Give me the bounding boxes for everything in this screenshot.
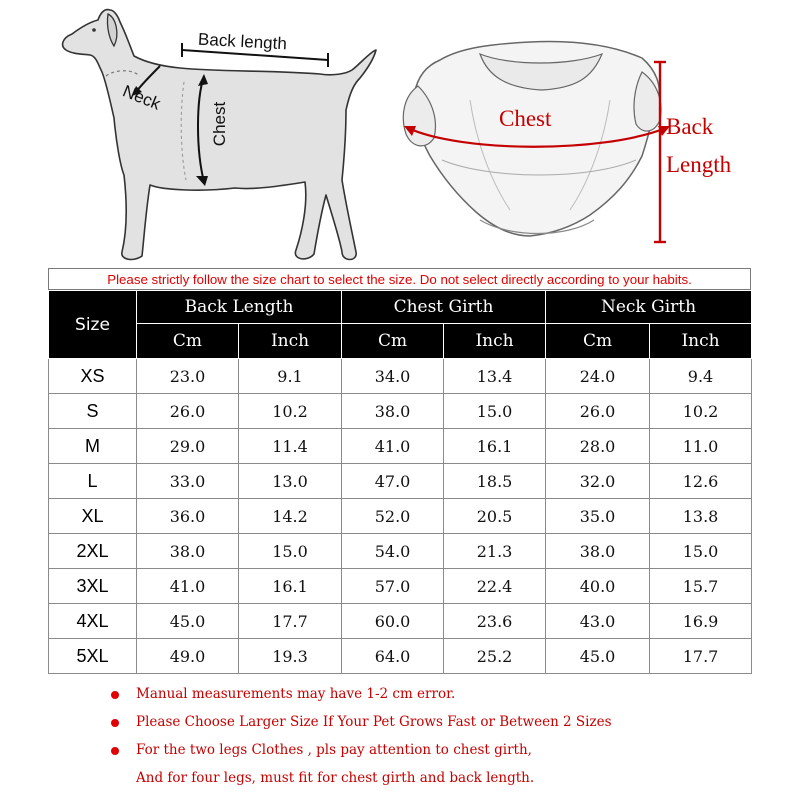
measurement-cell: 60.0 xyxy=(342,604,444,639)
measurement-cell: 18.5 xyxy=(444,464,546,499)
jacket-chest-label: Chest xyxy=(499,106,552,131)
chest-girth-header: Chest Girth xyxy=(342,291,546,324)
note-text: Please Choose Larger Size If Your Pet Grows Fast or Between 2 Sizes xyxy=(136,714,612,730)
measurement-cell: 25.2 xyxy=(444,639,546,674)
size-cell: XL xyxy=(49,499,137,534)
measurement-cell: 40.0 xyxy=(546,569,650,604)
dog-measurement-diagram xyxy=(50,0,380,268)
table-row xyxy=(49,464,752,499)
measurement-cell: 33.0 xyxy=(137,464,239,499)
measurement-cell: 22.4 xyxy=(444,569,546,604)
measurement-cell: 28.0 xyxy=(546,429,650,464)
size-cell: M xyxy=(49,429,137,464)
table-row xyxy=(49,534,752,569)
measurement-cell: 45.0 xyxy=(546,639,650,674)
measurement-cell: 38.0 xyxy=(546,534,650,569)
back-length-header: Back Length xyxy=(137,291,342,324)
size-chart-notice: Please strictly follow the size chart to select the size. Do not select directly according to your habits. xyxy=(48,268,751,290)
bullet-icon xyxy=(111,719,119,727)
measurement-cell: 14.2 xyxy=(239,499,342,534)
note-text: And for four legs, must fit for chest girth and back length. xyxy=(136,770,535,786)
measurement-cell: 10.2 xyxy=(650,394,752,429)
measurement-cell: 9.1 xyxy=(239,359,342,394)
size-cell: 4XL xyxy=(49,604,137,639)
measurement-cell: 17.7 xyxy=(650,639,752,674)
measurement-cell: 11.0 xyxy=(650,429,752,464)
measurement-cell: 52.0 xyxy=(342,499,444,534)
size-chart-table xyxy=(48,290,752,674)
note-item xyxy=(108,708,768,736)
note-item xyxy=(108,680,768,708)
neck-girth-header: Neck Girth xyxy=(546,291,752,324)
measurement-cell: 38.0 xyxy=(137,534,239,569)
measurement-cell: 16.1 xyxy=(239,569,342,604)
measurement-cell: 26.0 xyxy=(137,394,239,429)
measurement-cell: 11.4 xyxy=(239,429,342,464)
size-cell: S xyxy=(49,394,137,429)
measurement-cell: 12.6 xyxy=(650,464,752,499)
measurement-cell: 41.0 xyxy=(342,429,444,464)
measurement-cell: 23.0 xyxy=(137,359,239,394)
measurement-cell: 13.8 xyxy=(650,499,752,534)
size-column-header: Size xyxy=(49,291,137,359)
measurement-cell: 36.0 xyxy=(137,499,239,534)
measurement-cell: 13.0 xyxy=(239,464,342,499)
dog-eye xyxy=(92,28,96,32)
measurement-cell: 35.0 xyxy=(546,499,650,534)
measurement-cell: 49.0 xyxy=(137,639,239,674)
unit-header-cm: Cm xyxy=(342,324,444,359)
table-row xyxy=(49,604,752,639)
measurement-cell: 57.0 xyxy=(342,569,444,604)
bullet-icon xyxy=(111,691,119,699)
measurement-cell: 20.5 xyxy=(444,499,546,534)
size-cell: 5XL xyxy=(49,639,137,674)
size-cell: XS xyxy=(49,359,137,394)
measurement-cell: 38.0 xyxy=(342,394,444,429)
measurement-cell: 23.6 xyxy=(444,604,546,639)
measurement-cell: 21.3 xyxy=(444,534,546,569)
measurement-cell: 34.0 xyxy=(342,359,444,394)
measurement-cell: 17.7 xyxy=(239,604,342,639)
measurement-cell: 47.0 xyxy=(342,464,444,499)
note-item xyxy=(108,736,768,764)
chest-label: Chest xyxy=(210,101,230,147)
neck-label: Neck xyxy=(120,81,164,114)
measurement-cell: 15.0 xyxy=(650,534,752,569)
table-row xyxy=(49,394,752,429)
measurement-cell: 10.2 xyxy=(239,394,342,429)
size-table-body xyxy=(49,359,752,674)
measurement-cell: 54.0 xyxy=(342,534,444,569)
unit-header-inch: Inch xyxy=(444,324,546,359)
jacket-measurement-diagram xyxy=(380,30,800,270)
measurement-cell: 43.0 xyxy=(546,604,650,639)
measurement-cell: 15.0 xyxy=(239,534,342,569)
table-row xyxy=(49,569,752,604)
table-row xyxy=(49,499,752,534)
note-text: For the two legs Clothes , pls pay attention to chest girth, xyxy=(136,742,532,758)
measurement-cell: 41.0 xyxy=(137,569,239,604)
measurement-cell: 16.9 xyxy=(650,604,752,639)
measurement-cell: 29.0 xyxy=(137,429,239,464)
measurement-cell: 19.3 xyxy=(239,639,342,674)
back-length-label: Back length xyxy=(197,29,288,54)
jacket-length-label: Length xyxy=(666,152,732,177)
measurement-cell: 15.0 xyxy=(444,394,546,429)
measurement-cell: 32.0 xyxy=(546,464,650,499)
jacket-back-label: Back xyxy=(666,114,714,139)
bullet-icon xyxy=(111,747,119,755)
note-item-continuation xyxy=(108,764,768,792)
measurement-cell: 64.0 xyxy=(342,639,444,674)
table-row xyxy=(49,359,752,394)
size-cell: L xyxy=(49,464,137,499)
measurement-cell: 45.0 xyxy=(137,604,239,639)
measurement-cell: 16.1 xyxy=(444,429,546,464)
measurement-cell: 24.0 xyxy=(546,359,650,394)
jacket-drawing xyxy=(380,30,800,270)
size-notes xyxy=(108,680,768,792)
note-text: Manual measurements may have 1-2 cm error. xyxy=(136,686,456,702)
unit-header-inch: Inch xyxy=(650,324,752,359)
measurement-cell: 15.7 xyxy=(650,569,752,604)
unit-header-cm: Cm xyxy=(137,324,239,359)
unit-header-inch: Inch xyxy=(239,324,342,359)
unit-header-cm: Cm xyxy=(546,324,650,359)
table-row xyxy=(49,639,752,674)
size-cell: 3XL xyxy=(49,569,137,604)
measurement-cell: 26.0 xyxy=(546,394,650,429)
measurement-cell: 9.4 xyxy=(650,359,752,394)
measurement-cell: 13.4 xyxy=(444,359,546,394)
table-row xyxy=(49,429,752,464)
size-cell: 2XL xyxy=(49,534,137,569)
